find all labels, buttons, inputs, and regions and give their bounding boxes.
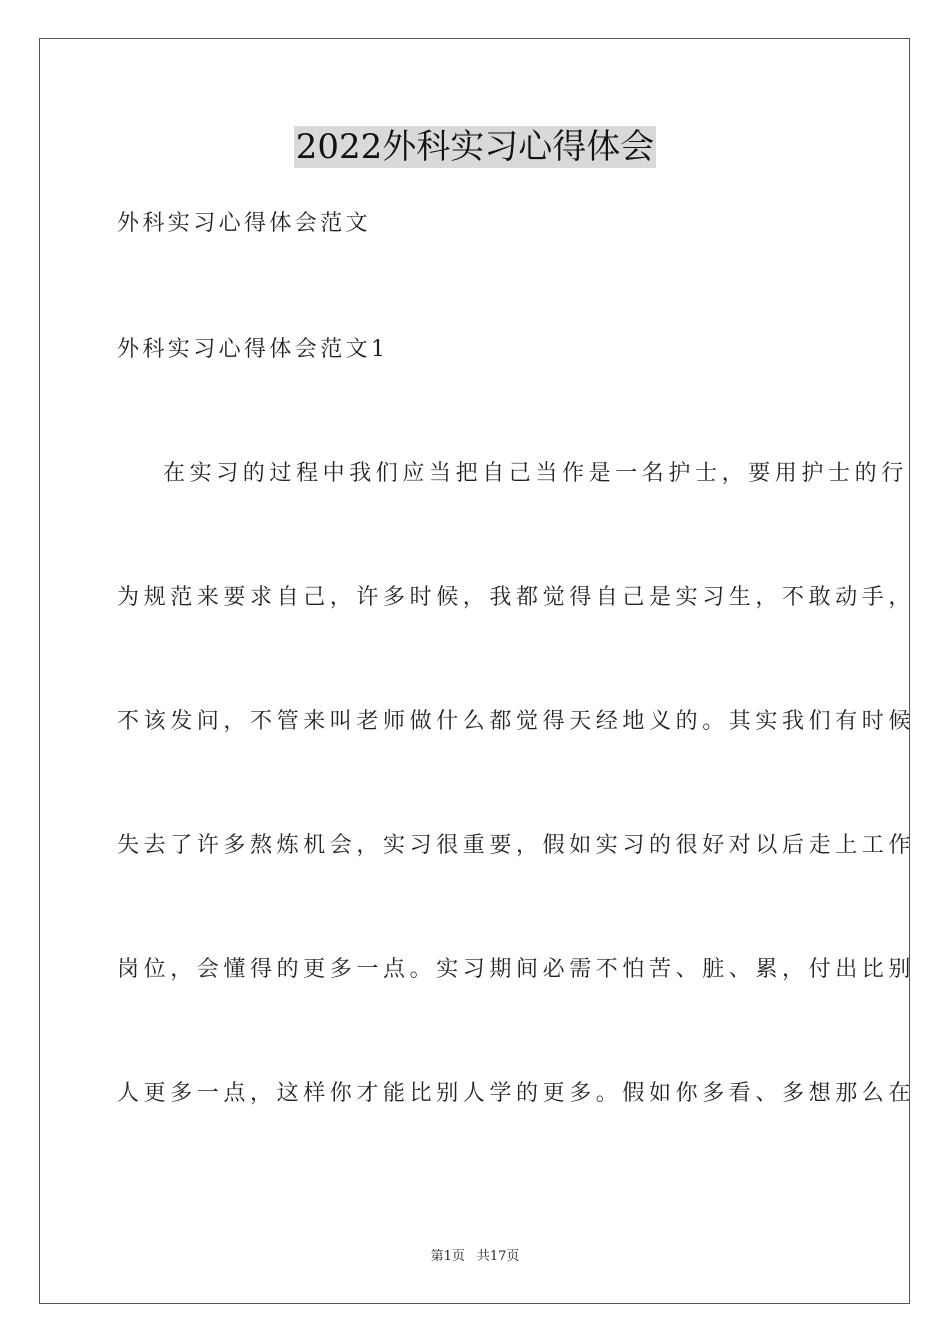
title-container <box>0 126 950 168</box>
page-total: 共17页 <box>476 1249 520 1264</box>
page-footer <box>0 1248 950 1266</box>
paragraph-line: 在实习的过程中我们应当把自己当作是一名护士，要用护士的行 <box>163 461 908 486</box>
section-heading: 外科实习心得体会范文1 <box>117 337 389 362</box>
document-title: 2022外科实习心得体会 <box>295 127 655 167</box>
paragraph-line: 为规范来要求自己，许多时候，我都觉得自己是实习生，不敢动手， <box>117 585 916 610</box>
document-subtitle: 外科实习心得体会范文 <box>117 211 372 236</box>
paragraph-line: 不该发问，不管来叫老师做什么都觉得天经地义的。其实我们有时候 <box>117 709 916 734</box>
paragraph-line: 人更多一点，这样你才能比别人学的更多。假如你多看、多想那么在 <box>117 1081 916 1106</box>
paragraph-line: 岗位，会懂得的更多一点。实习期间必需不怕苦、脏、累，付出比别 <box>117 957 916 982</box>
page-number: 第1页 <box>430 1249 465 1264</box>
paragraph-line: 失去了许多熬炼机会，实习很重要，假如实习的很好对以后走上工作 <box>117 833 916 858</box>
